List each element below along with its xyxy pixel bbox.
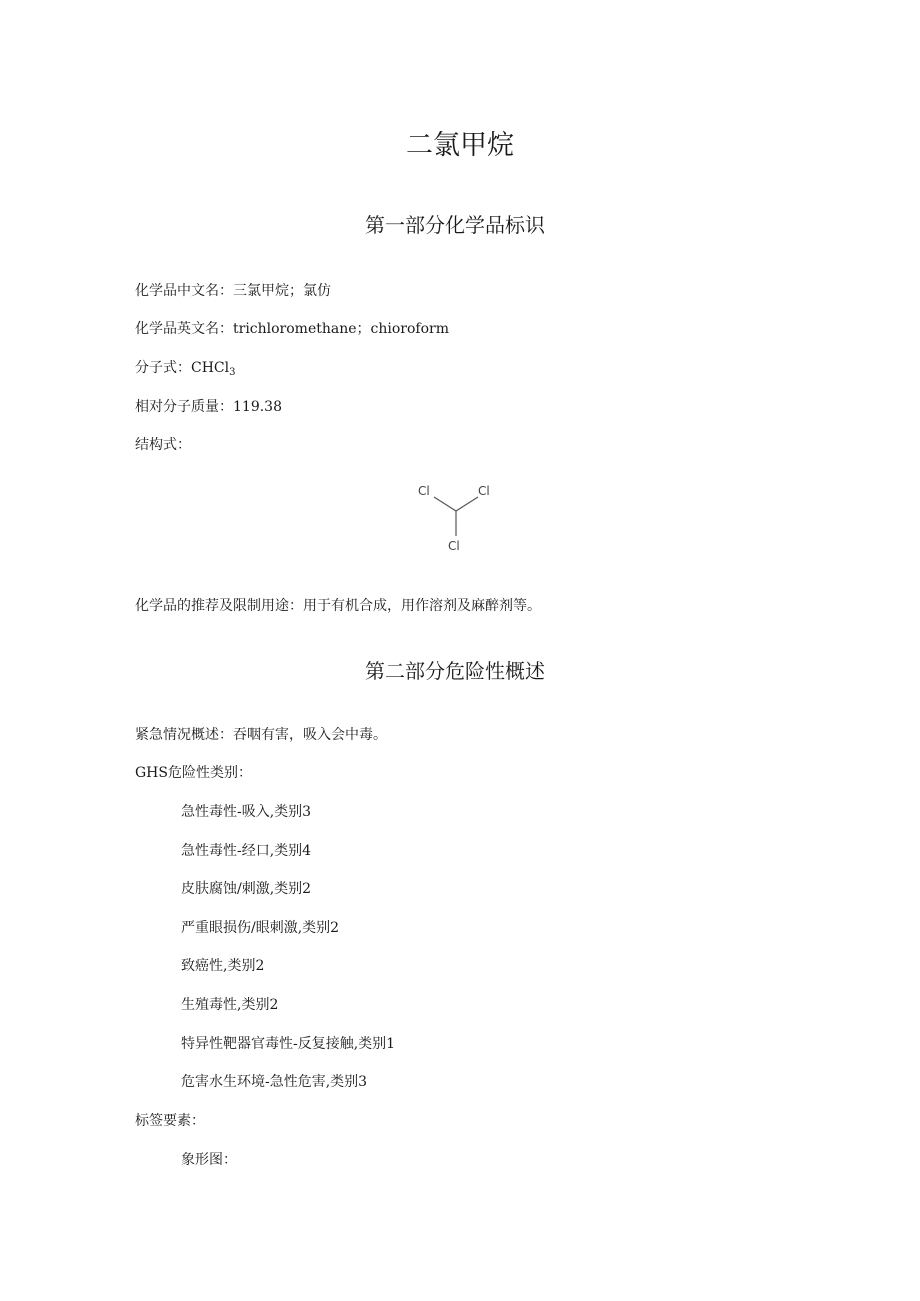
- pictogram-label: 象形图：: [181, 1152, 237, 1168]
- ghs-category-label: GHS危险性类别：: [135, 765, 252, 781]
- molecular-formula-main: CHCl: [191, 360, 230, 376]
- label-elements: 标签要素：: [135, 1113, 205, 1129]
- ghs-item: 皮肤腐蚀/刺激,类别2: [181, 881, 312, 897]
- ghs-item: 生殖毒性,类别2: [181, 997, 279, 1013]
- molecular-weight: 相对分子质量：119.38: [135, 399, 282, 415]
- atom-label: Cl: [448, 539, 460, 553]
- section-heading-part1: 第一部分化学品标识: [365, 213, 545, 237]
- chemical-chinese-name: 化学品中文名：三氯甲烷；氯仿: [135, 283, 331, 299]
- ghs-item: 致癌性,类别2: [181, 958, 265, 974]
- molecular-formula: [135, 357, 236, 384]
- bond-line: [434, 497, 456, 511]
- ghs-item: 特异性靶器官毒性-反复接触,类别1: [181, 1036, 396, 1052]
- molecular-formula-label: 分子式：: [135, 360, 191, 376]
- molecular-formula-subscript: 3: [229, 367, 236, 378]
- structural-formula-diagram: [412, 478, 502, 556]
- atom-label: Cl: [478, 484, 490, 498]
- document-title: 二氯甲烷: [406, 130, 514, 161]
- bond-line: [456, 497, 478, 511]
- ghs-item: 危害水生环境-急性危害,类别3: [181, 1074, 368, 1090]
- ghs-item: 急性毒性-吸入,类别3: [181, 804, 312, 820]
- atom-label: Cl: [418, 484, 430, 498]
- ghs-item: 严重眼损伤/眼刺激,类别2: [181, 920, 340, 936]
- ghs-item: 急性毒性-经口,类别4: [181, 843, 312, 859]
- structure-label: 结构式：: [135, 437, 191, 453]
- chemical-english-name: 化学品英文名：trichloromethane；chioroform: [135, 321, 449, 337]
- emergency-overview: 紧急情况概述：吞咽有害，吸入会中毒。: [135, 727, 387, 743]
- section-heading-part2: 第二部分危险性概述: [365, 659, 545, 683]
- recommended-usage: 化学品的推荐及限制用途：用于有机合成，用作溶剂及麻醉剂等。: [135, 598, 541, 614]
